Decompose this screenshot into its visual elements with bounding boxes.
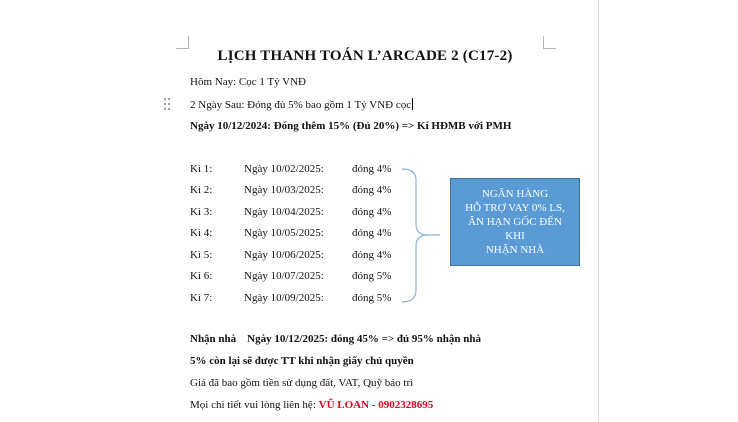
- installment-amount: đóng 4%: [352, 184, 392, 196]
- installment-row: [190, 163, 430, 177]
- installment-date: Ngày 10/02/2025:: [244, 163, 324, 175]
- bank-support-text: NGÂN HÀNG HỖ TRỢ VAY 0% LS, ÂN HẠN GỐC ĐẾN KHI NHẬN NHÀ: [465, 188, 565, 256]
- installment-label: Kì 5:: [190, 249, 213, 261]
- installment-date: Ngày 10/03/2025:: [244, 184, 324, 196]
- margin-corner-mark-right: [543, 36, 556, 49]
- installment-amount: đóng 5%: [352, 270, 392, 282]
- bank-support-callout[interactable]: [450, 178, 580, 266]
- price-included-note: Giá đã bao gồm tiền sử dụng đất, VAT, Quỹ bảo trì: [190, 377, 414, 389]
- paragraph-drag-handle-icon[interactable]: [164, 98, 170, 110]
- installment-row: [190, 184, 430, 198]
- installment-label: Kì 7:: [190, 292, 213, 304]
- installment-row: [190, 227, 430, 241]
- intro-line-two-days-text: 2 Ngày Sau: Đóng đủ 5% bao gồm 1 Tỷ VNĐ cọc: [190, 99, 412, 111]
- contact-name-phone: VŨ LOAN - 0902328695: [318, 399, 434, 411]
- remaining-payment-line: 5% còn lại sẽ được TT khi nhận giấy chủ quyền: [190, 355, 414, 367]
- installment-amount: đóng 4%: [352, 227, 392, 239]
- installment-date: Ngày 10/05/2025:: [244, 227, 324, 239]
- installment-row: [190, 292, 430, 306]
- installment-row: [190, 270, 430, 284]
- intro-line-two-days[interactable]: [190, 98, 413, 111]
- installment-label: Kì 4:: [190, 227, 213, 239]
- installment-amount: đóng 4%: [352, 163, 392, 175]
- installment-row: [190, 206, 430, 220]
- contract-milestone: Ngày 10/12/2024: Đóng thêm 15% (Đủ 20%) => Kí HĐMB với PMH: [190, 120, 512, 132]
- right-brace-shape[interactable]: [400, 168, 444, 304]
- installment-amount: đóng 4%: [352, 206, 392, 218]
- margin-corner-mark-left: [176, 36, 189, 49]
- installment-date: Ngày 10/07/2025:: [244, 270, 324, 282]
- document-title: LỊCH THANH TOÁN L’ARCADE 2 (C17-2): [217, 48, 513, 64]
- intro-line-deposit: Hôm Nay: Cọc 1 Tỷ VNĐ: [190, 76, 307, 88]
- installment-label: Kì 1:: [190, 163, 213, 175]
- installment-amount: đóng 5%: [352, 292, 392, 304]
- installment-amount: đóng 4%: [352, 249, 392, 261]
- installment-date: Ngày 10/06/2025:: [244, 249, 324, 261]
- installment-label: Kì 3:: [190, 206, 213, 218]
- contact-line: [190, 399, 433, 411]
- page-edge: [598, 0, 599, 422]
- installment-date: Ngày 10/09/2025:: [244, 292, 324, 304]
- contact-prefix: Mọi chi tiết vui lòng liên hệ:: [190, 399, 319, 411]
- installment-row: [190, 249, 430, 263]
- installment-label: Kì 6:: [190, 270, 213, 282]
- installment-date: Ngày 10/04/2025:: [244, 206, 324, 218]
- handover-line: Nhận nhà Ngày 10/12/2025: đóng 45% => đủ 95% nhận nhà: [190, 333, 481, 345]
- installment-label: Kì 2:: [190, 184, 213, 196]
- text-cursor: [412, 98, 413, 110]
